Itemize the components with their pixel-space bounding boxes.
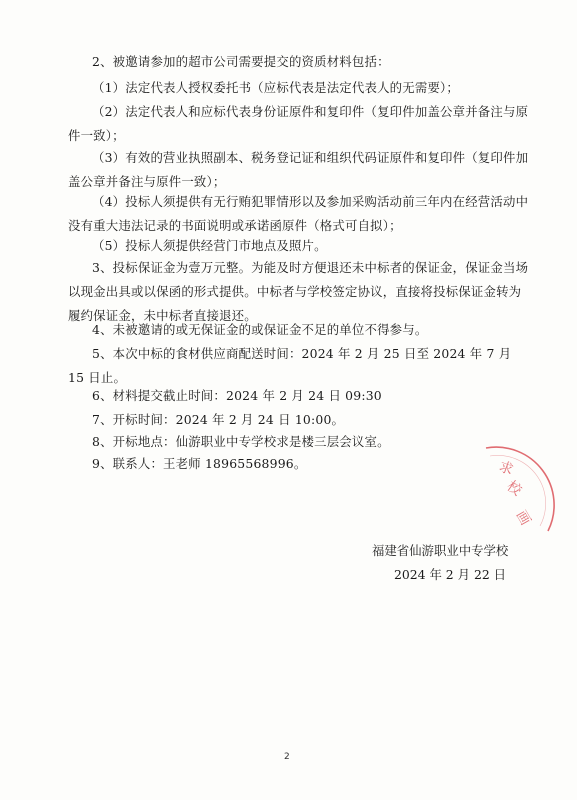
issuer-name: 福建省仙游职业中专学校 [372, 543, 509, 558]
paragraph-delivery-period: 5、本次中标的食材供应商配送时间：2024 年 2 月 25 日至 2024 年 7 月 15 日止。 [68, 346, 512, 385]
paragraph-opening-time: 7、开标时间：2024 年 2 月 24 日 10:00。 [92, 412, 345, 427]
page-number: 2 [284, 752, 290, 762]
paragraph-submission-deadline: 6、材料提交截止时间：2024 年 2 月 24 日 09:30 [92, 388, 382, 403]
paragraph-item-5: （5）投标人须提供经营门市地点及照片。 [92, 238, 327, 253]
paragraph-item-1: （1）法定代表人授权委托书（应标代表是法定代表人的无需要）； [92, 80, 460, 95]
paragraph-qualification-intro: 2、被邀请参加的超市公司需要提交的资质材料包括： [92, 54, 390, 69]
issue-date: 2024 年 2 月 22 日 [394, 567, 507, 582]
paragraph-contact: 9、联系人：王老师 18965568996。 [92, 456, 307, 471]
paragraph-eligibility: 4、未被邀请的或无保证金的或保证金不足的单位不得参与。 [92, 322, 428, 337]
paragraph-item-4: （4）投标人须提供有无行贿犯罪情形以及参加采购活动前三年内在经营活动中没有重大违法记录的书面说明或承诺函原件（格式可自拟）； [68, 194, 529, 233]
svg-text:画: 画 [512, 508, 534, 529]
svg-text:求: 求 [496, 458, 516, 479]
paragraph-item-3: （3）有效的营业执照副本、税务登记证和组织代码证原件和复印件（复印件加盖公章并备注与原件一致）； [68, 150, 529, 189]
paragraph-opening-location: 8、开标地点：仙游职业中专学校求是楼三层会议室。 [92, 434, 390, 449]
paragraph-deposit: 3、投标保证金为壹万元整。为能及时方便退还未中标者的保证金，保证金当场以现金出具或以保函的形式提供。中标者与学校签定协议，直接将投标保证金转为履约保证金，未中标者直接退还。 [68, 260, 529, 323]
paragraph-item-2: （2）法定代表人和应标代表身份证原件和复印件（复印件加盖公章并备注与原件一致）； [68, 104, 529, 143]
official-seal-icon [476, 436, 566, 546]
svg-text:校: 校 [503, 478, 525, 500]
